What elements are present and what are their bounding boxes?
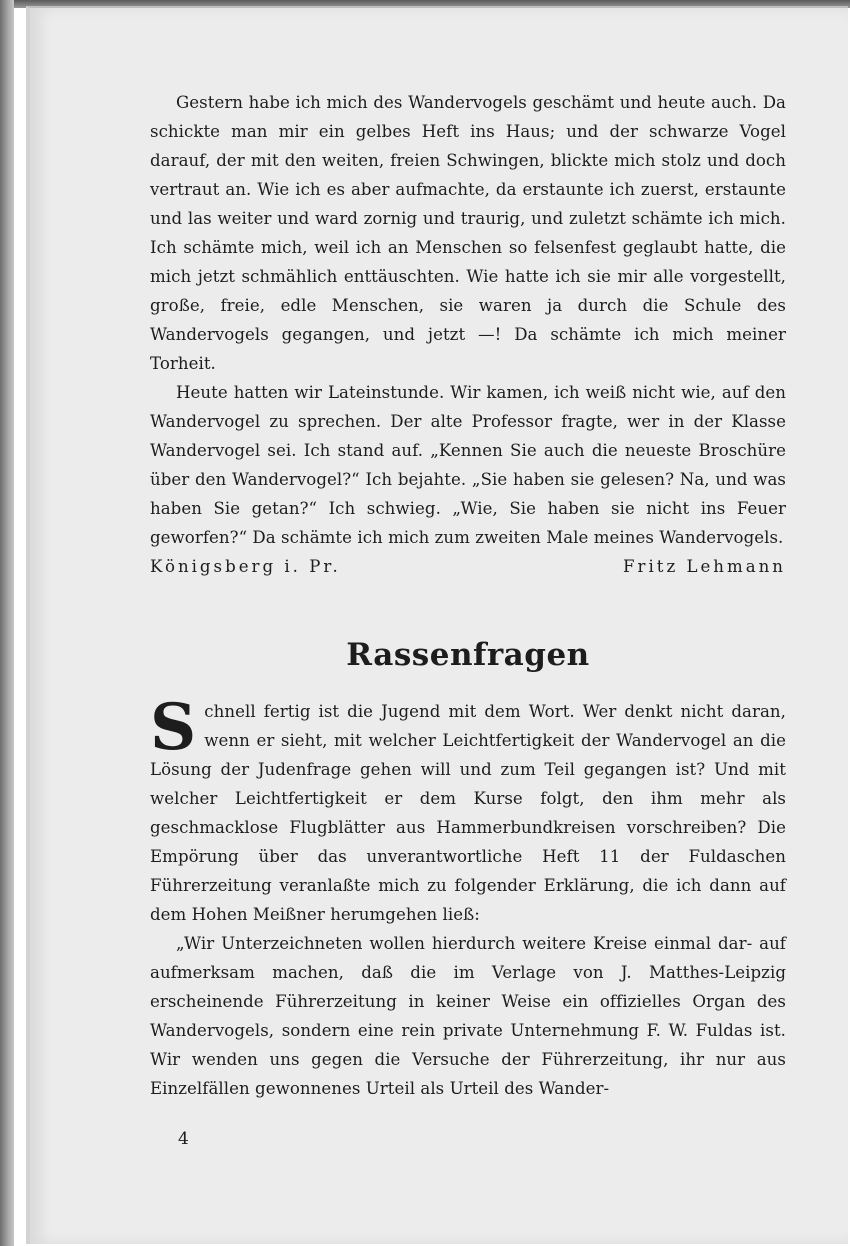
page-content [150, 88, 786, 1103]
paragraph-erklaerung: „Wir Unterzeichneten wollen hierdurch weitere Kreise einmal dar- auf aufmerksam machen, daß die im Verlage von J. Matthes-Leipzig erscheinende Führerzeitung in keiner Weise ein offizielles Organ des Wandervogels, sondern eine rein private Unternehmung F. W. Fuldas ist. Wir wenden uns gegen die Versuche der Führerzeitung, ihr nur aus Einzelfällen gewonnenes Urteil als Urteil des Wander- [150, 934, 786, 1098]
page-number: 4 [178, 1129, 189, 1149]
paragraph-schnell [150, 690, 786, 929]
signature-author: Fritz Lehmann [623, 557, 786, 576]
paragraph-heute: Heute hatten wir Lateinstunde. Wir kamen, ich weiß nicht wie, auf den Wandervogel zu sprechen. Der alte Professor fragte, wer in der Klasse Wandervogel sei. Ich stand auf. „Kennen Sie auch die neueste Broschüre über den Wandervogel?“ Ich bejahte. „Sie haben sie gelesen? Na, und was haben Sie getan?“ Ich schwieg. „Wie, Sie haben sie nicht ins Feuer geworfen?“ Da schämte ich mich zum zweiten Male meines Wandervogels. [150, 383, 786, 547]
book-spine-edge [0, 0, 14, 1246]
paragraph-gestern: Gestern habe ich mich des Wandervogels geschämt und heute auch. Da schickte man mir ein gelbes Heft ins Haus; und der schwarze Vogel darauf, der mit den weiten, freien Schwingen, blickte mich stolz und doch vertraut an. Wie ich es aber aufmachte, da erstaunte ich zuerst, erstaunte und las weiter und ward zornig und traurig, und zuletzt schämte ich mich. Ich schämte mich, weil ich an Menschen so felsenfest geglaubt hatte, die mich jetzt schmählich enttäuschten. Wie hatte ich sie mir alle vorgestellt, große, freie, edle Menschen, sie waren ja durch die Schule des Wandervogels gegangen, und jetzt —! Da schämte ich mich meiner Torheit. [150, 93, 786, 373]
signature-place: Königsberg i. Pr. [150, 557, 341, 576]
paragraph-schnell-text: chnell fertig ist die Jugend mit dem Wort. Wer denkt nicht daran, wenn er sieht, mit welcher Leichtfertigkeit der Wandervogel an die Lösung der Judenfrage gehen will und zum Teil gegangen ist? Und mit welcher Leichtfertigkeit er dem Kurse folgt, den ihm mehr als geschmacklose Flugblätter aus Hammerbundkreisen vorschreiben? Die Empörung über das unverantwortliche Heft 11 der Fuldaschen Führerzeitung veranlaßte mich zu folgender Erklärung, die ich dann auf dem Hohen Meißner herumgehen ließ: [150, 702, 786, 924]
drop-cap-letter: S [150, 690, 197, 765]
signature-line [150, 552, 786, 581]
section-title: Rassenfragen [346, 637, 590, 673]
